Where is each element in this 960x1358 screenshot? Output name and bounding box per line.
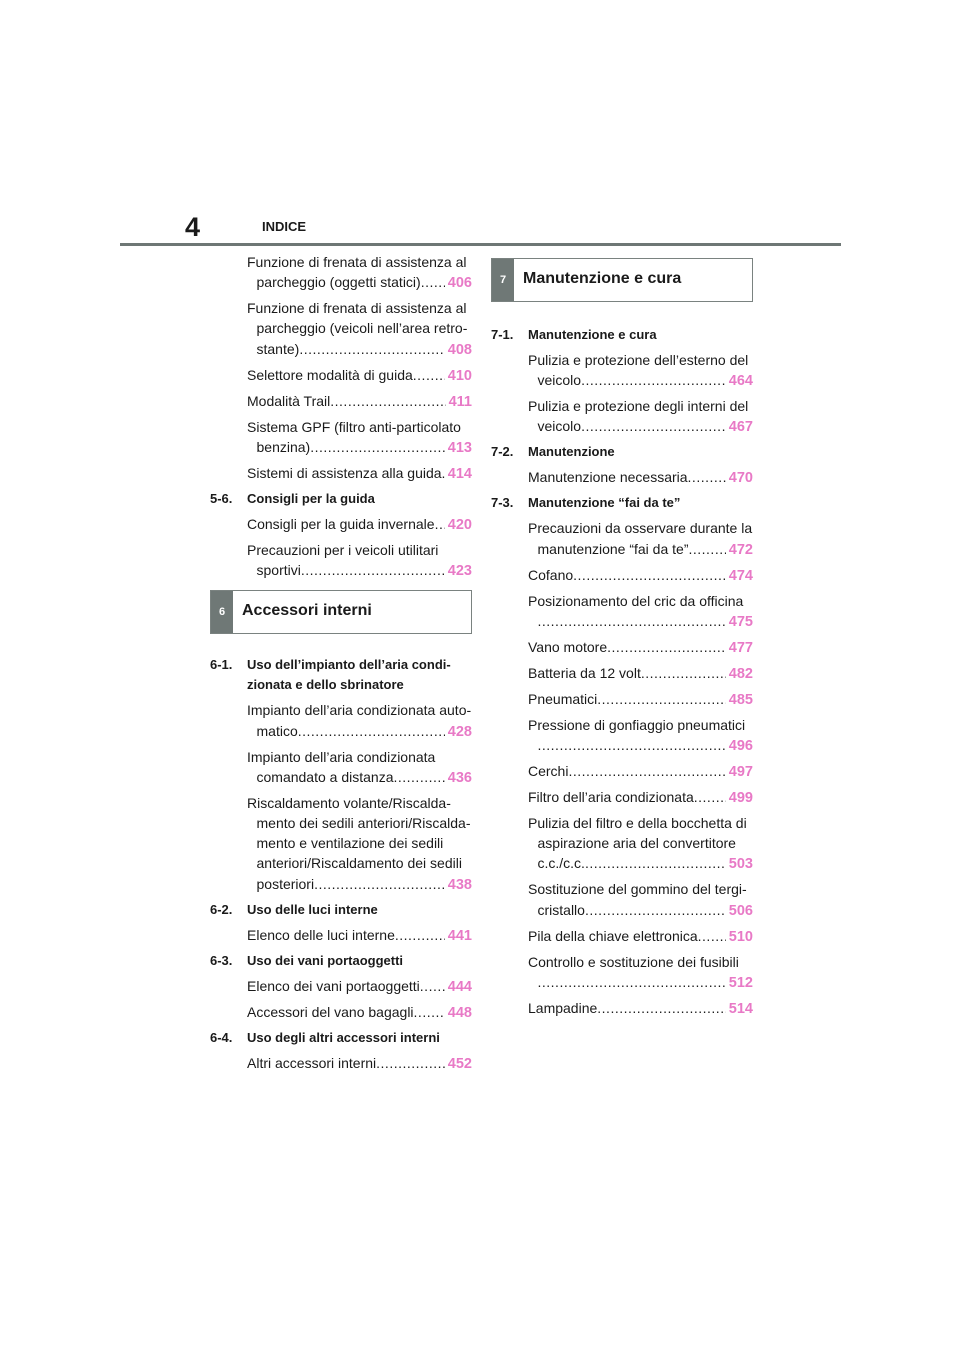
- toc-entry[interactable]: [210, 252, 472, 293]
- dot-leader: [435, 514, 445, 534]
- section-heading[interactable]: [210, 489, 472, 509]
- dot-leader: [414, 1002, 445, 1022]
- toc-entry-last-line: [528, 565, 753, 586]
- toc-entry-text: Altri accessori interni: [247, 1054, 377, 1071]
- toc-entry-text: Elenco delle luci interne: [247, 926, 395, 943]
- dot-leader: [568, 761, 725, 781]
- toc-entry[interactable]: [491, 952, 753, 993]
- dot-leader: [299, 339, 444, 359]
- section-title-line: Manutenzione “fai da te”: [528, 495, 681, 511]
- page-link[interactable]: 506: [728, 902, 753, 919]
- toc-entry-text: Funzione di frenata di assistenza al: [247, 300, 467, 317]
- page-link[interactable]: 472: [728, 541, 753, 558]
- section-number: 5-6.: [210, 490, 233, 506]
- chapter-number-tab: 7: [492, 259, 514, 301]
- toc-entry[interactable]: [210, 391, 472, 412]
- toc-entry-last-line: [528, 611, 753, 632]
- dot-leader: [573, 565, 726, 585]
- page-link[interactable]: 499: [728, 790, 753, 807]
- toc-entry-text: matico: [256, 722, 298, 739]
- toc-entry-text: Sistema GPF (filtro anti-particolato: [247, 418, 461, 435]
- toc-entry-text: aspirazione aria del convertitore: [537, 835, 736, 852]
- toc-entry-text: Sostituzione del gommino del tergi-: [528, 881, 747, 898]
- dot-leader: [330, 391, 445, 411]
- page-link[interactable]: 428: [447, 723, 472, 740]
- toc-entry-text: Modalità Trail: [247, 392, 331, 409]
- dot-leader: [376, 1053, 445, 1073]
- chapter-header: [210, 590, 472, 634]
- page-link[interactable]: 441: [447, 927, 472, 944]
- section-heading[interactable]: [210, 900, 472, 920]
- toc-entry-text: Precauzioni da osservare durante la: [528, 520, 753, 537]
- toc-entry[interactable]: [210, 540, 472, 581]
- dot-leader: [581, 416, 726, 436]
- page-link[interactable]: 420: [447, 516, 472, 533]
- toc-entry-last-line: [528, 853, 753, 874]
- page-number: 4: [185, 212, 201, 242]
- dot-leader: [585, 900, 726, 920]
- toc-entry-last-line: [528, 735, 753, 756]
- page-link[interactable]: 482: [728, 665, 753, 682]
- toc-entry[interactable]: [210, 417, 472, 458]
- toc-entry[interactable]: [210, 298, 472, 360]
- toc-entry-last-line: [528, 787, 753, 808]
- toc-entry[interactable]: [210, 925, 472, 946]
- toc-entry-last-line: [528, 926, 753, 947]
- page-link[interactable]: 485: [728, 691, 753, 708]
- toc-entry-text: cristallo: [537, 901, 585, 918]
- toc-entry-text: Sistemi di assistenza alla guida: [247, 464, 442, 481]
- toc-entry-text: parcheggio (veicoli nell’area retro-: [256, 320, 468, 337]
- page-link[interactable]: 414: [447, 465, 472, 482]
- toc-entry-text: mento e ventilazione dei sedili: [256, 835, 444, 852]
- dot-leader: [641, 663, 726, 683]
- page-link[interactable]: 474: [728, 567, 753, 584]
- toc-entry[interactable]: [491, 761, 753, 782]
- header-title: INDICE: [262, 219, 307, 234]
- toc-entry[interactable]: [491, 637, 753, 658]
- toc-entry-last-line: [247, 767, 472, 788]
- chapter-title: Manutenzione e cura: [523, 270, 682, 287]
- page-link[interactable]: 423: [447, 563, 472, 580]
- toc-right-column: [491, 252, 753, 1024]
- page-link[interactable]: 503: [728, 856, 753, 873]
- toc-left-column: [210, 252, 472, 1079]
- toc-entry-last-line: [247, 874, 472, 895]
- page-link[interactable]: 406: [447, 275, 472, 292]
- toc-entry-text: Controllo e sostituzione dei fusibili: [528, 953, 739, 970]
- toc-entry-last-line: [528, 416, 753, 437]
- page-link[interactable]: 411: [448, 393, 472, 410]
- page-link[interactable]: 438: [447, 876, 472, 893]
- dot-leader: [538, 611, 726, 631]
- toc-entry-last-line: [247, 391, 472, 412]
- toc-entry[interactable]: [491, 926, 753, 947]
- toc-entry-text: Cofano: [528, 566, 574, 583]
- chapter-number-tab: 6: [211, 591, 233, 633]
- section-heading[interactable]: [491, 325, 753, 345]
- toc-entry-text: anteriori/Riscaldamento dei sedili: [256, 855, 462, 872]
- page-link[interactable]: 410: [447, 367, 472, 384]
- toc-entry-last-line: [247, 976, 472, 997]
- toc-entry-text: Funzione di frenata di assistenza al: [247, 254, 467, 270]
- toc-entry[interactable]: [491, 879, 753, 920]
- page-link[interactable]: 448: [447, 1004, 472, 1021]
- toc-entry-text: comandato a distanza: [256, 768, 394, 785]
- toc-entry[interactable]: [491, 998, 753, 1019]
- toc-entry-last-line: [247, 925, 472, 946]
- toc-entry-text: Pressione di gonfiaggio pneumatici: [528, 716, 746, 733]
- toc-entry[interactable]: [491, 518, 753, 559]
- page-link[interactable]: 444: [447, 978, 472, 995]
- toc-entry-text: Pulizia del filtro e della bocchetta di: [528, 815, 747, 832]
- section-number: 6-4.: [210, 1029, 233, 1045]
- dot-leader: [688, 467, 726, 487]
- toc-entry-text: benzina): [256, 438, 311, 455]
- dot-leader: [688, 539, 725, 559]
- toc-entry-text: veicolo: [537, 372, 582, 389]
- page-link[interactable]: 467: [728, 419, 753, 436]
- toc-entry-last-line: [528, 467, 753, 488]
- toc-entry-text: Filtro dell’aria condizionata: [528, 789, 694, 806]
- toc-entry-text: Pulizia e protezione dell’esterno del: [528, 352, 749, 368]
- toc-entry[interactable]: [210, 1053, 472, 1074]
- toc-entry-last-line: [247, 437, 472, 458]
- section-heading[interactable]: [491, 493, 753, 513]
- toc-entry-text: sportivi: [256, 562, 301, 579]
- section-title-line: Manutenzione: [528, 444, 615, 460]
- dot-leader: [585, 853, 726, 873]
- section-heading[interactable]: [210, 951, 472, 971]
- page-link[interactable]: 464: [728, 373, 753, 390]
- header-divider: [120, 243, 841, 246]
- toc-entry[interactable]: [210, 463, 472, 484]
- toc-entry[interactable]: [491, 787, 753, 808]
- toc-entry[interactable]: [491, 715, 753, 756]
- toc-entry-last-line: [528, 370, 753, 391]
- page-link[interactable]: 497: [728, 764, 753, 781]
- section-title-line: Consigli per la guida: [247, 490, 375, 506]
- dot-leader: [393, 767, 444, 787]
- toc-entry[interactable]: [210, 514, 472, 535]
- toc-entry-last-line: [528, 539, 753, 560]
- section-number: 7-2.: [491, 444, 514, 460]
- page-header: [0, 0, 960, 250]
- toc-entry-last-line: [247, 1053, 472, 1074]
- dot-leader: [413, 365, 445, 385]
- chapter-title: Accessori interni: [242, 602, 372, 620]
- dot-leader: [538, 735, 726, 755]
- dot-leader: [421, 272, 445, 292]
- toc-entry-text: Pulizia e protezione degli interni del: [528, 398, 749, 415]
- page-link[interactable]: 510: [728, 928, 753, 945]
- page-link[interactable]: 413: [447, 439, 472, 456]
- toc-entry-last-line: [528, 761, 753, 782]
- dot-leader: [694, 787, 726, 807]
- toc-entry[interactable]: [491, 689, 753, 710]
- toc-entry[interactable]: [210, 793, 472, 895]
- toc-entry-text: Precauzioni per i veicoli utilitari: [247, 541, 439, 558]
- toc-entry-text: Riscaldamento volante/Riscalda-: [247, 794, 451, 811]
- dot-leader: [301, 560, 445, 580]
- toc-entry-text: Cerchi: [528, 763, 569, 780]
- page-link[interactable]: 477: [728, 639, 753, 656]
- section-title-line: Uso delle luci interne: [247, 901, 378, 917]
- toc-entry-last-line: [247, 365, 472, 386]
- toc-entry-last-line: [247, 463, 472, 484]
- toc-entry-text: Manutenzione necessaria: [528, 469, 688, 486]
- toc-entry-text: posteriori: [256, 875, 315, 892]
- section-heading[interactable]: [210, 655, 472, 695]
- chapter-header: [491, 258, 753, 302]
- section-title-line: Uso dell’impianto dell’aria condi-: [247, 657, 451, 673]
- dot-leader: [607, 637, 726, 657]
- toc-entry-text: Pila della chiave elettronica: [528, 927, 698, 944]
- section-number: 7-1.: [491, 327, 514, 342]
- toc-entry-text: Consigli per la guida invernale: [247, 515, 435, 532]
- toc-entry-text: Impianto dell’aria condizionata: [247, 748, 436, 765]
- toc-entry-last-line: [247, 339, 472, 360]
- page-link[interactable]: 514: [728, 1000, 753, 1017]
- section-number: 6-2.: [210, 901, 233, 917]
- toc-entry-last-line: [528, 663, 753, 684]
- section-heading[interactable]: [491, 442, 753, 462]
- dot-leader: [698, 926, 726, 946]
- dot-leader: [597, 689, 726, 709]
- section-title-line: Uso degli altri accessori interni: [247, 1029, 440, 1045]
- toc-entry[interactable]: [210, 976, 472, 997]
- toc-entry-text: Elenco dei vani portaoggetti: [247, 977, 420, 994]
- section-title-line: Manutenzione e cura: [528, 327, 657, 342]
- toc-entry-last-line: [528, 637, 753, 658]
- dot-leader: [314, 874, 445, 894]
- toc-entry-last-line: [247, 560, 472, 581]
- toc-entry-last-line: [247, 1002, 472, 1023]
- toc-entry-text: Impianto dell’aria condizionata auto-: [247, 702, 472, 719]
- page-link[interactable]: 470: [728, 470, 753, 487]
- toc-entry[interactable]: [210, 365, 472, 386]
- dot-leader: [310, 437, 445, 457]
- toc-entry[interactable]: [210, 747, 472, 788]
- dot-leader: [538, 972, 726, 992]
- toc-entry[interactable]: [491, 663, 753, 684]
- dot-leader: [597, 998, 726, 1018]
- toc-entry-text: Lampadine: [528, 999, 598, 1016]
- section-number: 7-3.: [491, 495, 514, 511]
- toc-entry-last-line: [247, 721, 472, 742]
- section-title-line: Uso dei vani portaoggetti: [247, 952, 404, 968]
- toc-entry-text: Vano motore: [528, 638, 608, 655]
- toc-entry[interactable]: [491, 467, 753, 488]
- section-heading[interactable]: [210, 1028, 472, 1048]
- dot-leader: [298, 721, 445, 741]
- toc-entry-text: Batteria da 12 volt: [528, 664, 641, 681]
- toc-entry-text: c.c./c.c.: [537, 855, 585, 872]
- dot-leader: [581, 370, 726, 390]
- toc-entry-text: parcheggio (oggetti statici): [256, 274, 421, 291]
- dot-leader: [395, 925, 445, 945]
- dot-leader: [420, 976, 445, 996]
- toc-entry[interactable]: [210, 700, 472, 741]
- page-link[interactable]: 512: [728, 974, 753, 991]
- page-link[interactable]: 408: [447, 341, 472, 358]
- toc-entry[interactable]: [210, 1002, 472, 1023]
- section-title-line: zionata e dello sbrinatore: [247, 677, 404, 693]
- toc-entry-last-line: [247, 514, 472, 535]
- toc-entry-last-line: [528, 972, 753, 993]
- toc-entry-text: manutenzione “fai da te”: [537, 540, 689, 557]
- page-link[interactable]: 436: [447, 769, 472, 786]
- section-number: 6-3.: [210, 952, 233, 968]
- toc-entry-text: Selettore modalità di guida: [247, 366, 413, 383]
- toc-entry-text: stante): [256, 340, 300, 357]
- toc-entry-last-line: [247, 272, 472, 293]
- toc-entry-text: Pneumatici: [528, 690, 598, 707]
- toc-entry-text: veicolo: [537, 418, 582, 435]
- page-link[interactable]: 452: [447, 1055, 472, 1072]
- toc-entry[interactable]: [491, 565, 753, 586]
- toc-entry-text: mento dei sedili anteriori/Riscalda-: [256, 815, 471, 832]
- toc-entry[interactable]: [491, 396, 753, 437]
- page-link[interactable]: 496: [728, 738, 753, 755]
- toc-entry-last-line: [528, 689, 753, 710]
- toc-entry[interactable]: [491, 813, 753, 875]
- toc-entry-last-line: [528, 900, 753, 921]
- toc-entry-last-line: [528, 998, 753, 1019]
- toc-entry-text: Posizionamento del cric da officina: [528, 592, 744, 609]
- page-link[interactable]: 475: [728, 613, 753, 630]
- section-number: 6-1.: [210, 657, 233, 673]
- toc-entry[interactable]: [491, 350, 753, 391]
- toc-entry-text: Accessori del vano bagagli: [247, 1003, 414, 1020]
- toc-entry[interactable]: [491, 591, 753, 632]
